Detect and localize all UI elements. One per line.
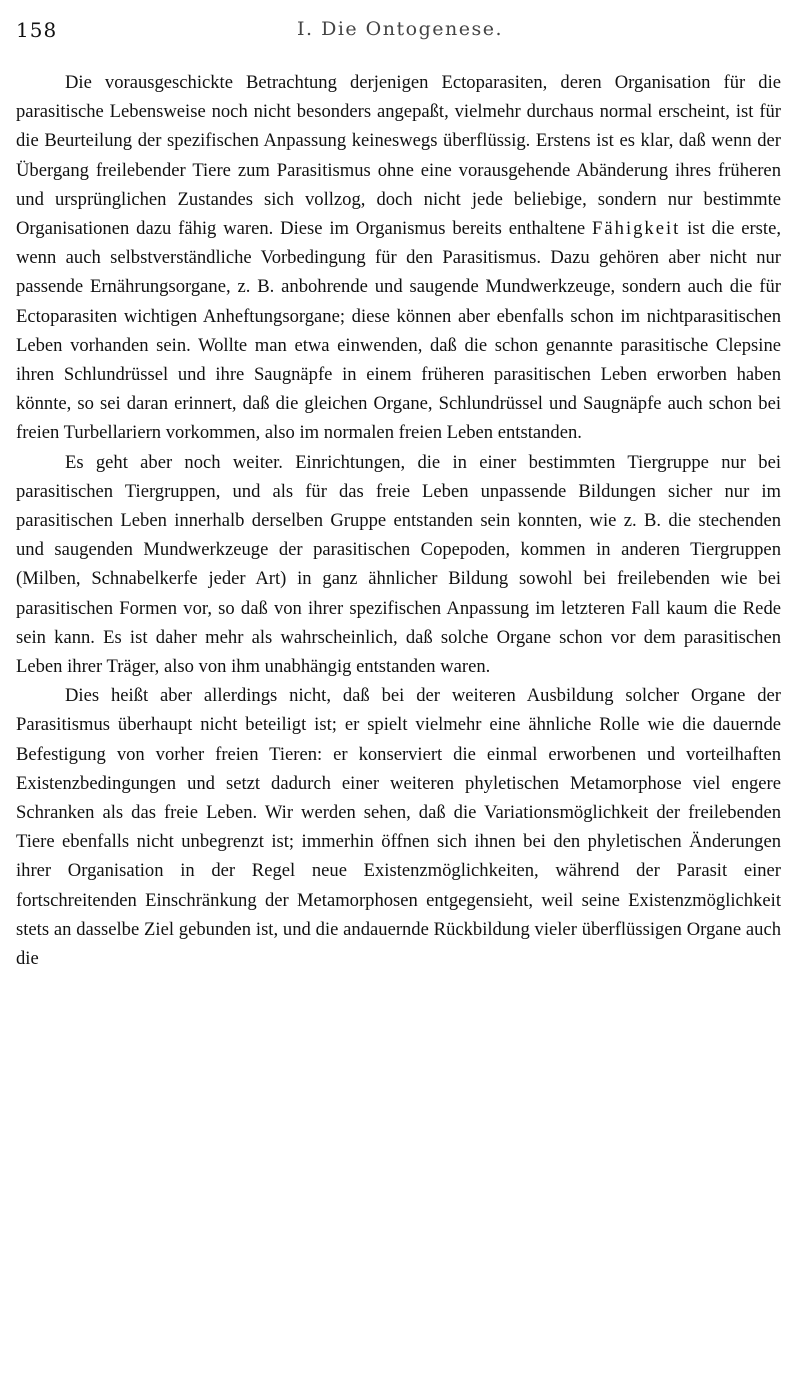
paragraph-2: Es geht aber noch weiter. Einrichtungen, die in einer bestimmten Tiergruppe nur bei parasitischen Tiergruppen, und als für das freie Leben unpassende Bildungen sicher nur im parasitischen Leben innerhalb derselben Gruppe entstanden sein konnten, wie z. B. die stechenden und saugenden Mundwerkzeuge der parasitischen Copepoden, kommen in anderen Tiergruppen (Milben, Schnabelkerfe jeder Art) in ganz ähnlicher Bildung sowohl bei freilebenden wie bei parasitischen Formen vor, so daß von ihrer spezifischen Anpassung im letzteren Fall kaum die Rede sein kann. Es ist daher mehr als wahrscheinlich, daß solche Organe schon vor dem parasitischen Leben ihrer Träger, also von ihm unabhängig entstanden waren. bbox=[16, 451, 781, 678]
emphasized-word: Fähigkeit bbox=[592, 218, 681, 240]
paragraph-1-text-end: ist die erste, wenn auch selbstverständliche Vorbedingung für den Parasitismus. Dazu gehören aber nicht nur passende Ernährungsorgane, z. B. anbohrende und saugende Mundwerkzeuge, sondern auch die für Ectoparasiten wichtigen Anheftungsorgane; diese können aber ebenfalls schon im nichtparasitischen Leben vorhanden sein. Wollte man etwa einwenden, daß die schon genannte parasitische Clepsine ihren Schlundrüssel und ihre Saugnäpfe in einem früheren parasitischen Leben erworben haben könnte, so sei daran erinnert, daß die gleichen Organe, Schlundrüssel und Saugnäpfe auch schon bei freien Turbellariern vorkommen, also im normalen freien Leben entstanden. bbox=[16, 218, 781, 444]
page-header bbox=[16, 18, 784, 54]
page-number: 158 bbox=[16, 18, 58, 42]
paragraph-1-text-start: Die vorausgeschickte Betrachtung derjenigen Ectoparasiten, deren Organisation für die parasitische Lebensweise noch nicht besonders angepaßt, vielmehr durchaus normal erscheint, ist für die Beurteilung der spezifischen Anpassung keineswegs überflüssig. Erstens ist es klar, daß wenn der Übergang freilebender Tiere zum Parasitismus ohne eine vorausgehende Abänderung ihres früheren und ursprünglichen Zustandes sich vollzog, doch nicht jede beliebige, sondern nur bestimmte Organisationen dazu fähig waren. Diese im Organismus bereits enthaltene bbox=[16, 72, 781, 240]
paragraph-3: Dies heißt aber allerdings nicht, daß bei der weiteren Ausbildung solcher Organe der Parasitismus überhaupt nicht beteiligt ist; er spielt vielmehr eine ähnliche Rolle wie die dauernde Befestigung von vorher freien Tieren: er konserviert die einmal erworbenen und vorteilhaften Existenzbedingungen und setzt dadurch einer weiteren phyletischen Metamorphose viel engere Schranken als das freie Leben. Wir werden sehen, daß die Variationsmöglichkeit der freilebenden Tiere ebenfalls nicht unbegrenzt ist; immerhin öffnen sich ihnen bei den phyletischen Änderungen ihrer Organisation in der Regel neue Existenzmöglichkeiten, während der Parasit einer fortschreitenden Einschränkung der Metamorphosen entgegensieht, weil seine Existenzmöglichkeit stets an dasselbe Ziel gebunden ist, und die andauernde Rückbildung vieler überflüssigen Organe auch die bbox=[16, 685, 781, 970]
paragraph-1 bbox=[16, 68, 781, 448]
running-title: I. Die Ontogenese. bbox=[297, 18, 503, 40]
body-text bbox=[16, 68, 781, 973]
